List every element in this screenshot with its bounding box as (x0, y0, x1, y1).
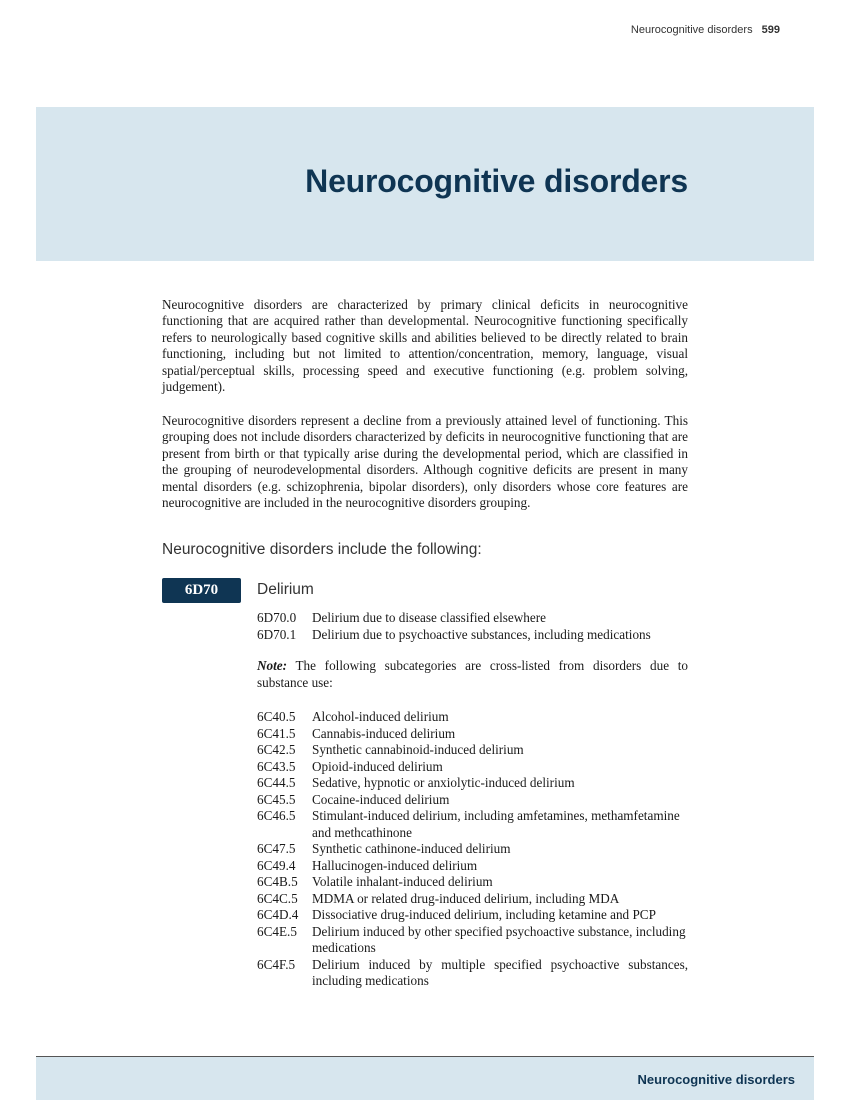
cross-list-note (257, 658, 688, 691)
list-item (257, 610, 688, 627)
list-item (257, 858, 688, 875)
item-code: 6C4E.5 (257, 923, 297, 939)
list-item (257, 627, 688, 644)
item-desc: Cocaine-induced delirium (312, 791, 450, 807)
item-code: 6C4D.4 (257, 907, 299, 922)
running-head-section: Neurocognitive disorders (630, 24, 753, 36)
intro-paragraph-1: Neurocognitive disorders are characterized by primary clinical deficits in neurocognitive functioning that are acquired rather than developmental. Neurocognitive functioning specifically refers to neurologically based cognitive skills and abilities believed to be directly related to brain functioning, including but not limited to attention/concentration, memory, language, visual spatial/perceptual skills, processing speed and executive functioning (e.g. problem solving, judgement). (162, 297, 688, 395)
note-label: Note: (257, 658, 288, 673)
item-code: 6D70.0 (257, 610, 297, 625)
category-title: Delirium (257, 581, 314, 598)
item-code: 6C43.5 (257, 758, 296, 774)
subcode-list (257, 610, 688, 643)
item-code: 6C42.5 (257, 742, 296, 757)
item-desc: Delirium due to disease classified elsewhere (312, 610, 546, 625)
category-code-badge: 6D70 (162, 578, 241, 603)
cross-listed-list (257, 709, 688, 990)
item-code: 6C4B.5 (257, 874, 298, 889)
page-number: 599 (761, 24, 780, 36)
item-code: 6C4C.5 (257, 890, 298, 906)
item-code: 6C47.5 (257, 841, 296, 856)
item-desc: Delirium induced by other specified psychoactive substance, including medications (312, 923, 686, 955)
note-text: The following subcategories are cross-listed from disorders due to substance use: (257, 658, 688, 690)
list-item (257, 957, 688, 990)
list-item (257, 759, 688, 776)
list-item (257, 808, 688, 841)
list-item (257, 891, 688, 908)
item-code: 6C45.5 (257, 791, 296, 807)
item-desc: Delirium due to psychoactive substances, including medications (312, 626, 651, 642)
list-item (257, 874, 688, 891)
footer-band (36, 1057, 814, 1100)
item-code: 6C44.5 (257, 775, 296, 790)
item-code: 6C40.5 (257, 709, 296, 724)
list-item (257, 775, 688, 792)
item-desc: Delirium induced by multiple specified psychoactive substances, including medications (312, 956, 688, 988)
item-desc: MDMA or related drug-induced delirium, including MDA (312, 890, 620, 906)
footer-label: Neurocognitive disorders (637, 1072, 795, 1087)
item-desc: Alcohol-induced delirium (312, 709, 449, 724)
item-code: 6C49.4 (257, 857, 296, 873)
item-code: 6C41.5 (257, 725, 296, 741)
item-desc: Cannabis-induced delirium (312, 725, 456, 741)
list-item (257, 709, 688, 726)
item-desc: Dissociative drug-induced delirium, including ketamine and PCP (312, 907, 656, 922)
item-desc: Hallucinogen-induced delirium (312, 857, 478, 873)
list-item (257, 742, 688, 759)
item-desc: Opioid-induced delirium (312, 758, 443, 774)
item-desc: Stimulant-induced delirium, including amfetamines, methamfetamine and methcathinone (312, 808, 680, 840)
item-desc: Synthetic cathinone-induced delirium (312, 841, 511, 856)
list-item (257, 907, 688, 924)
list-item (257, 841, 688, 858)
list-item (257, 792, 688, 809)
item-code: 6C4F.5 (257, 956, 296, 972)
intro-paragraph-2: Neurocognitive disorders represent a decline from a previously attained level of functioning. This grouping does not include disorders characterized by deficits in neurocognitive functioning that are present from birth or that typically arise during the developmental period, which are classified in the grouping of neurodevelopmental disorders. Although cognitive deficits are present in many mental disorders (e.g. schizophrenia, bipolar disorders), only disorders whose core features are neurocognitive are included in the neurocognitive disorders grouping. (162, 413, 688, 511)
chapter-banner (36, 107, 814, 261)
item-code: 6C46.5 (257, 808, 296, 823)
chapter-title: Neurocognitive disorders (305, 163, 688, 199)
section-subheading: Neurocognitive disorders include the following: (162, 541, 482, 558)
list-item (257, 924, 688, 957)
running-head (631, 24, 780, 36)
item-code: 6D70.1 (257, 626, 297, 642)
list-item (257, 726, 688, 743)
item-desc: Synthetic cannabinoid-induced delirium (312, 742, 524, 757)
item-desc: Sedative, hypnotic or anxiolytic-induced delirium (312, 775, 575, 790)
item-desc: Volatile inhalant-induced delirium (312, 874, 493, 889)
